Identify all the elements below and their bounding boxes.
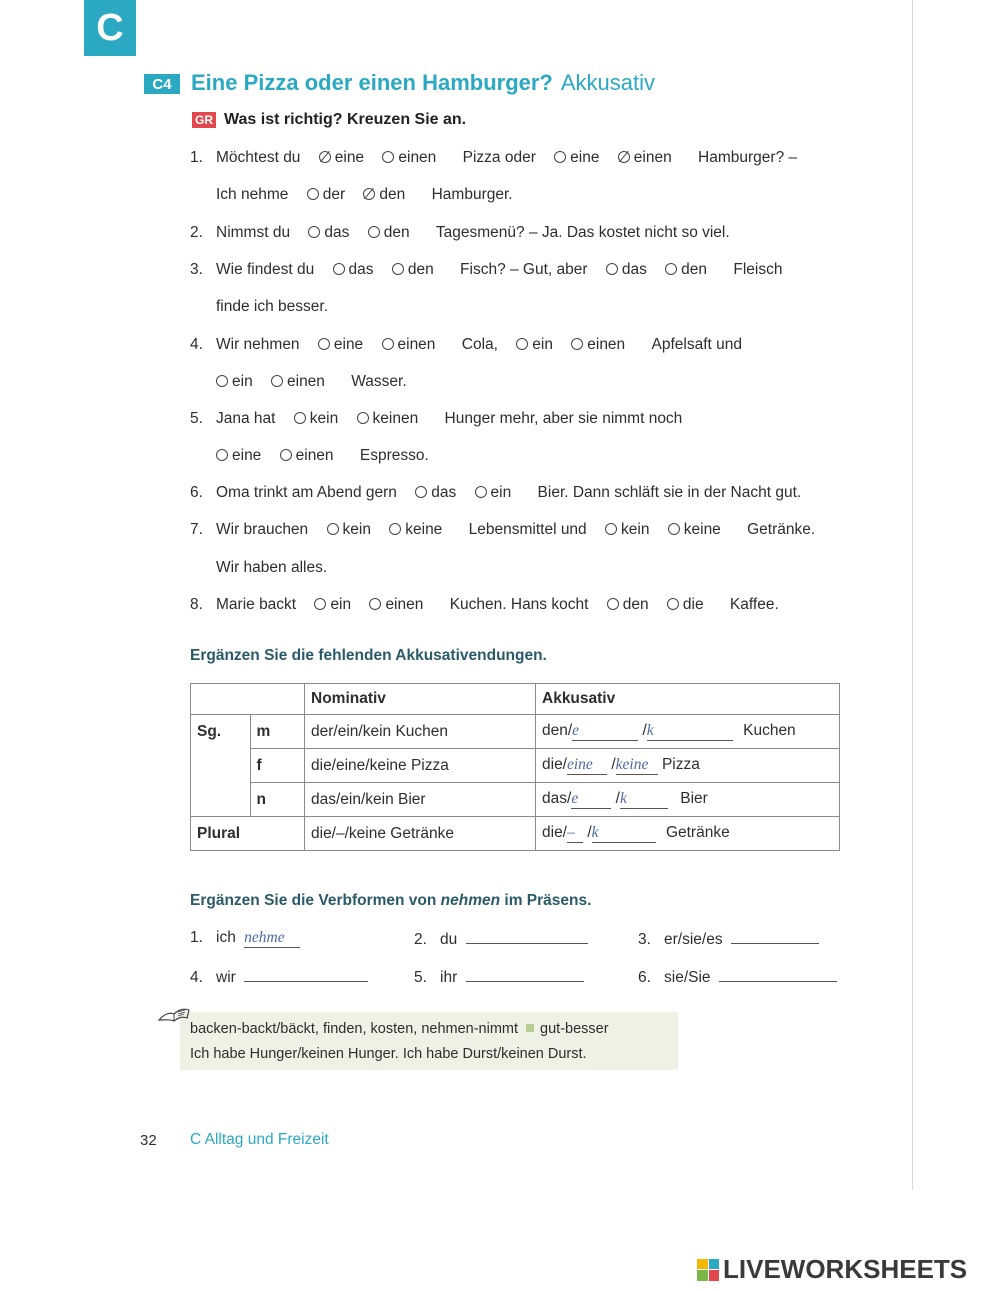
- option-label: das: [324, 224, 350, 241]
- akkusativ-cell: [536, 715, 840, 749]
- item-text: Möchtest du: [216, 149, 301, 166]
- exercise-title: [191, 70, 655, 96]
- item-text: Wir brauchen: [216, 521, 309, 538]
- option-4-2[interactable]: [382, 336, 436, 354]
- verb-item-2: [414, 929, 588, 949]
- radio-icon: [327, 523, 339, 535]
- instruction-1: Was ist richtig? Kreuzen Sie an.: [224, 111, 467, 128]
- brand-name: LIVEWORKSHEETS: [723, 1254, 968, 1284]
- item-text: Wir haben alles.: [216, 559, 328, 576]
- verb-answer-field[interactable]: [719, 967, 837, 982]
- radio-icon: [668, 523, 680, 535]
- item-number: 1.: [190, 149, 203, 166]
- option-label: das: [621, 261, 647, 278]
- option-7-2[interactable]: [389, 521, 442, 539]
- item-number: 6.: [190, 484, 203, 501]
- item-number: 7.: [190, 521, 203, 538]
- option-label: einen: [385, 596, 424, 613]
- option-8-1[interactable]: [314, 596, 351, 614]
- radio-icon: [216, 375, 228, 387]
- verb-answer-field[interactable]: [466, 967, 584, 982]
- radio-icon: [571, 338, 583, 350]
- radio-icon: [475, 486, 487, 498]
- option-label: ein: [232, 373, 253, 390]
- item-text: Wir nehmen: [216, 336, 300, 353]
- exercise-line-3: [190, 261, 782, 279]
- option-1-3[interactable]: [554, 149, 599, 167]
- heading-part: Ergänzen Sie die Verbformen von: [190, 892, 437, 909]
- separator: /: [615, 790, 620, 807]
- header-akkusativ: Akkusativ: [536, 684, 840, 715]
- radio-icon: [554, 151, 566, 163]
- option-5b-2[interactable]: [280, 447, 334, 465]
- option-4-4[interactable]: [571, 336, 625, 354]
- radio-icon: [314, 598, 326, 610]
- exercise-3-heading: [190, 892, 591, 910]
- nominativ-cell: der/ein/kein Kuchen: [305, 715, 536, 749]
- item-text: Hunger mehr, aber sie nimmt noch: [444, 410, 683, 427]
- option-2-2[interactable]: [368, 224, 410, 242]
- item-number: 4.: [190, 336, 203, 353]
- option-2-1[interactable]: [308, 224, 349, 242]
- gender-cell: m: [250, 715, 305, 749]
- pronoun: ich: [216, 929, 236, 946]
- option-4b-1[interactable]: [216, 373, 253, 391]
- page-number: 32: [140, 1132, 157, 1149]
- verb-answer-field[interactable]: [244, 967, 368, 982]
- item-number: 5.: [414, 969, 427, 986]
- noun: Kuchen: [743, 722, 796, 739]
- table-row: [191, 783, 840, 817]
- option-label: keinen: [372, 410, 419, 427]
- exercise-line-5b: [202, 447, 429, 465]
- separator: /: [587, 824, 592, 841]
- grammar-badge: GR: [192, 112, 216, 128]
- item-number: 6.: [638, 969, 651, 986]
- answer-field[interactable]: keine: [616, 756, 658, 775]
- item-number: 2.: [414, 931, 427, 948]
- akk-prefix: den/: [542, 722, 573, 739]
- option-label: einen: [633, 149, 672, 166]
- item-text: Espresso.: [359, 447, 429, 464]
- option-6-2[interactable]: [475, 484, 512, 502]
- bullet-square-icon: [526, 1024, 534, 1032]
- answer-field[interactable]: e: [572, 722, 638, 741]
- radio-icon: [216, 449, 228, 461]
- answer-field[interactable]: –: [567, 824, 583, 843]
- akkusativ-cell: [536, 783, 840, 817]
- exercise-line-6: [190, 484, 801, 502]
- radio-icon: [516, 338, 528, 350]
- exercise-line-7: [190, 521, 815, 539]
- answer-field[interactable]: k: [620, 790, 668, 809]
- liveworksheets-brand: [697, 1254, 967, 1285]
- header-nominativ: Nominativ: [305, 684, 536, 715]
- verb-item-4: [190, 967, 368, 987]
- option-3-3[interactable]: [606, 261, 647, 279]
- radio-icon: [308, 226, 320, 238]
- liveworksheets-logo-icon: [697, 1259, 719, 1281]
- option-label: der: [322, 186, 346, 203]
- answer-field[interactable]: eine: [567, 756, 607, 775]
- option-label: keine: [405, 521, 443, 538]
- option-1b-2[interactable]: [363, 186, 405, 204]
- option-5-1[interactable]: [294, 410, 338, 428]
- option-4-1[interactable]: [318, 336, 363, 354]
- radio-icon: [382, 338, 394, 350]
- radio-icon: [607, 598, 619, 610]
- radio-icon: [318, 338, 330, 350]
- option-5b-1[interactable]: [216, 447, 261, 465]
- exercise-line-7b: [216, 559, 327, 577]
- separator: /: [611, 756, 616, 773]
- option-7-1[interactable]: [327, 521, 371, 539]
- option-label: kein: [621, 521, 650, 538]
- singular-label: Sg.: [191, 715, 251, 817]
- radio-icon: [392, 263, 404, 275]
- option-label: das: [431, 484, 457, 501]
- exercise-line-2: [190, 224, 730, 242]
- option-label: den: [407, 261, 434, 278]
- pronoun: wir: [216, 969, 236, 986]
- option-label: den: [379, 186, 406, 203]
- heading-verb: nehmen: [440, 892, 501, 909]
- option-7-3[interactable]: [605, 521, 649, 539]
- header-empty-cell: [250, 684, 305, 715]
- radio-icon: [605, 523, 617, 535]
- item-text: Marie backt: [216, 596, 297, 613]
- section-title: C Alltag und Freizeit: [190, 1131, 329, 1148]
- option-label: einen: [587, 336, 626, 353]
- option-label: den: [681, 261, 708, 278]
- option-label: einen: [398, 149, 437, 166]
- checked-radio-icon: [618, 151, 630, 163]
- radio-icon: [389, 523, 401, 535]
- gender-cell: f: [250, 749, 305, 783]
- item-text: Ich nehme: [216, 186, 289, 203]
- item-text: Fleisch: [733, 261, 783, 278]
- noun: Getränke: [665, 824, 730, 841]
- note-text: backen-backt/bäckt, finden, kosten, nehmen-nimmt: [190, 1021, 519, 1037]
- separator: /: [642, 722, 647, 739]
- akk-prefix: die/: [542, 756, 567, 773]
- chapter-badge: C: [84, 0, 136, 56]
- item-text: Bier. Dann schläft sie in der Nacht gut.: [537, 484, 802, 501]
- exercise-subtitle: Akkusativ: [560, 70, 656, 95]
- option-3-4[interactable]: [665, 261, 707, 279]
- option-label: ein: [490, 484, 512, 501]
- pronoun: er/sie/es: [664, 931, 723, 948]
- page-spine: [912, 0, 921, 1190]
- option-label: einen: [287, 373, 325, 390]
- item-text: Tagesmenü? – Ja. Das kostet nicht so viel.: [435, 224, 730, 241]
- note-line-2: Ich habe Hunger/keinen Hunger. Ich habe Durst/keinen Durst.: [190, 1046, 587, 1062]
- verb-item-1: [190, 929, 300, 948]
- option-8-2[interactable]: [369, 596, 423, 614]
- option-label: den: [622, 596, 649, 613]
- item-number: 8.: [190, 596, 203, 613]
- table-row: [191, 715, 840, 749]
- noun: Bier: [680, 790, 708, 807]
- akkusativ-cell: [536, 749, 840, 783]
- option-label: den: [383, 224, 410, 241]
- item-number: 4.: [190, 969, 203, 986]
- checked-radio-icon: [363, 188, 375, 200]
- item-text: Jana hat: [216, 410, 276, 427]
- option-7-4[interactable]: [668, 521, 721, 539]
- exercise-line-1b: [216, 186, 513, 204]
- answer-field[interactable]: e: [571, 790, 611, 809]
- radio-icon: [357, 412, 369, 424]
- verb-item-3: [638, 929, 819, 949]
- verb-item-6: [638, 967, 837, 987]
- exercise-title-main: Eine Pizza oder einen Hamburger?: [191, 70, 553, 95]
- item-text: Fisch? – Gut, aber: [460, 261, 588, 278]
- item-text: Hamburger? –: [698, 149, 798, 166]
- item-text: Nimmst du: [216, 224, 291, 241]
- option-3-1[interactable]: [333, 261, 374, 279]
- item-number: 3.: [638, 931, 651, 948]
- exercise-line-8: [190, 596, 779, 614]
- option-6-1[interactable]: [415, 484, 456, 502]
- option-1-1[interactable]: [319, 149, 364, 167]
- exercise-line-1: [190, 149, 797, 167]
- option-label: einen: [397, 336, 436, 353]
- option-label: eine: [570, 149, 600, 166]
- heading-part: im Präsens.: [504, 892, 592, 909]
- option-label: eine: [334, 149, 365, 166]
- item-text: Oma trinkt am Abend gern: [216, 484, 397, 501]
- option-label: kein: [342, 521, 371, 538]
- akkusativ-cell: [536, 817, 840, 851]
- exercise-line-5: [190, 410, 682, 428]
- verb-answer-field[interactable]: [731, 929, 819, 944]
- answer-field[interactable]: k: [592, 824, 656, 843]
- item-text: Apfelsaft und: [651, 336, 742, 353]
- note-text: gut-besser: [540, 1021, 609, 1037]
- radio-icon: [667, 598, 679, 610]
- table-row: [191, 749, 840, 783]
- exercise-line-4b: [202, 373, 407, 391]
- akk-prefix: das/: [542, 790, 572, 807]
- item-text: Kaffee.: [729, 596, 779, 613]
- pronoun: ihr: [440, 969, 458, 986]
- exercise-line-4: [190, 336, 742, 354]
- item-number: 5.: [190, 410, 203, 427]
- noun: Pizza: [661, 756, 700, 773]
- radio-icon: [606, 263, 618, 275]
- checked-radio-icon: [319, 151, 331, 163]
- item-text: Wasser.: [351, 373, 407, 390]
- option-1-4[interactable]: [618, 149, 672, 167]
- option-label: ein: [330, 596, 352, 613]
- plural-label: Plural: [191, 817, 305, 851]
- option-label: eine: [232, 447, 262, 464]
- item-text: Lebensmittel und: [468, 521, 587, 538]
- option-1b-1[interactable]: [307, 186, 345, 204]
- exercise-code-badge: C4: [144, 74, 180, 94]
- exercise-2-heading: Ergänzen Sie die fehlenden Akkusativendungen.: [190, 647, 547, 664]
- answer-field[interactable]: k: [647, 722, 733, 741]
- verb-answer-field[interactable]: [466, 929, 588, 944]
- item-text: Hamburger.: [431, 186, 513, 203]
- option-label: ein: [532, 336, 553, 353]
- option-1-2[interactable]: [382, 149, 436, 167]
- table-header-row: [191, 684, 840, 715]
- item-text: Getränke.: [747, 521, 816, 538]
- option-3-2[interactable]: [392, 261, 434, 279]
- item-text: Cola,: [461, 336, 498, 353]
- radio-icon: [307, 188, 319, 200]
- item-text: Kuchen. Hans kocht: [449, 596, 589, 613]
- akkusativ-table: [190, 683, 840, 851]
- option-label: keine: [683, 521, 721, 538]
- nominativ-cell: die/–/keine Getränke: [305, 817, 536, 851]
- option-label: das: [348, 261, 374, 278]
- option-8-4[interactable]: [667, 596, 704, 614]
- verb-answer-field[interactable]: nehme: [244, 929, 300, 948]
- option-4b-2[interactable]: [271, 373, 325, 391]
- header-empty-cell: [191, 684, 251, 715]
- item-text: Pizza oder: [462, 149, 536, 166]
- item-number: 3.: [190, 261, 203, 278]
- verb-item-5: [414, 967, 584, 987]
- option-label: die: [682, 596, 704, 613]
- book-note-icon: [156, 1000, 192, 1026]
- option-4-3[interactable]: [516, 336, 553, 354]
- note-line-1: [190, 1021, 609, 1037]
- item-number: 1.: [190, 929, 203, 946]
- nominativ-cell: die/eine/keine Pizza: [305, 749, 536, 783]
- radio-icon: [294, 412, 306, 424]
- gender-cell: n: [250, 783, 305, 817]
- radio-icon: [382, 151, 394, 163]
- radio-icon: [369, 598, 381, 610]
- option-label: eine: [333, 336, 364, 353]
- radio-icon: [333, 263, 345, 275]
- exercise-line-3b: [216, 298, 328, 316]
- radio-icon: [665, 263, 677, 275]
- option-label: einen: [295, 447, 334, 464]
- table-row: [191, 817, 840, 851]
- pronoun: sie/Sie: [664, 969, 711, 986]
- option-5-2[interactable]: [357, 410, 419, 428]
- akk-prefix: die/: [542, 824, 567, 841]
- option-8-3[interactable]: [607, 596, 649, 614]
- item-text: finde ich besser.: [216, 298, 329, 315]
- item-text: Wie findest du: [216, 261, 315, 278]
- radio-icon: [271, 375, 283, 387]
- pronoun: du: [440, 931, 458, 948]
- item-number: 2.: [190, 224, 203, 241]
- option-label: kein: [309, 410, 339, 427]
- nominativ-cell: das/ein/kein Bier: [305, 783, 536, 817]
- radio-icon: [368, 226, 380, 238]
- radio-icon: [280, 449, 292, 461]
- radio-icon: [415, 486, 427, 498]
